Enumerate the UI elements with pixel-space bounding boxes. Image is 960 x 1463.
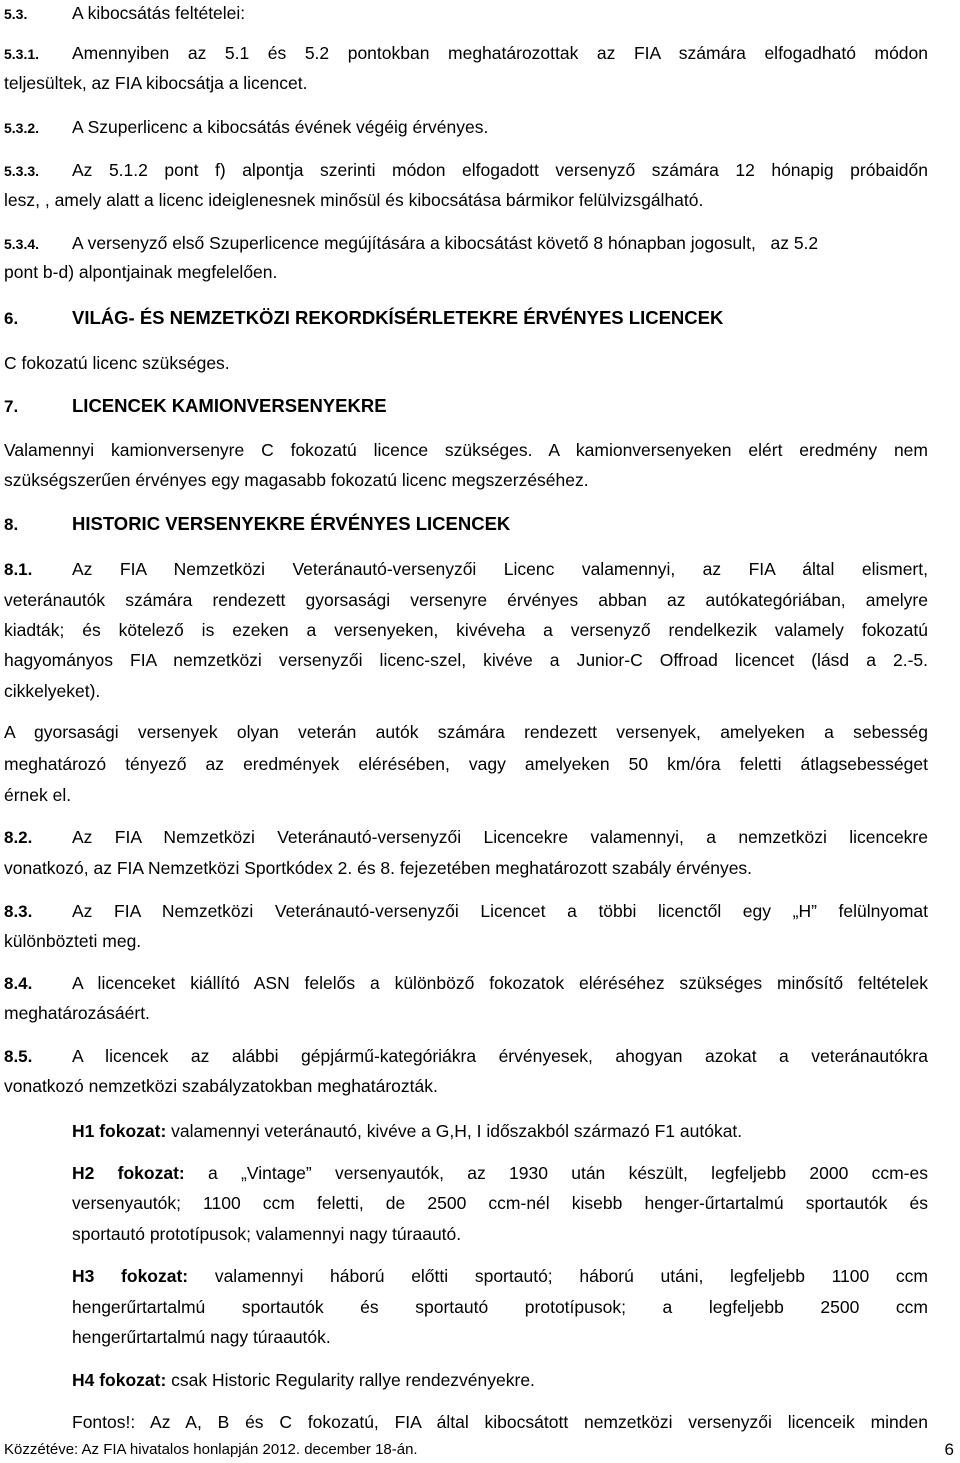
grade-h1-label: H1 fokozat: [72,1121,167,1141]
section-7-heading: 7. LICENCEK KAMIONVERSENYEKRE [4,395,387,416]
section-8-1-line1: 8.1. Az FIA Nemzetközi Veteránautó-versenyzői Licenc valamennyi, az FIA által elismert, [4,559,928,579]
section-8-3-line1: 8.3. Az FIA Nemzetközi Veteránautó-versenyzői Licencet a többi licenctől egy „H” felülnyomat [4,901,928,921]
section-7-line1: Valamennyi kamionversenyre C fokozatú licence szükséges. A kamionversenyeken elért eredmény nem [4,440,928,460]
section-8-4-line2: meghatározásáért. [4,1003,150,1023]
page-number: 6 [944,1440,954,1459]
grade-h2-label: H2 fokozat: [72,1163,185,1183]
section-5-3-4-line2: pont b-d) alpontjainak megfelelően. [4,262,278,282]
grade-h4: H4 fokozat: csak Historic Regularity rallye rendezvényekre. [72,1370,535,1390]
section-6-text: C fokozatú licenc szükséges. [4,353,230,373]
section-8-heading: 8. HISTORIC VERSENYEKRE ÉRVÉNYES LICENCEK [4,513,511,534]
grade-h3-line2: hengerűrtartalmú sportautók és sportautó prototípusok; a legfeljebb 2500 ccm [72,1297,928,1317]
grade-h2-line1: H2 fokozat: a „Vintage” versenyautók, az 1930 után készült, legfeljebb 2000 ccm-es [72,1163,928,1183]
grade-h3-label: H3 fokozat: [72,1266,189,1286]
speed-races-line3: érnek el. [4,785,72,805]
grade-h2-line3: sportautó prototípusok; valamennyi nagy túraautó. [72,1224,462,1244]
section-5-3-4-line1: 5.3.4. A versenyző első Szuperlicence megújítására a kibocsátást követő 8 hónapban jogosult, az 5.2 [4,233,819,253]
section-8-1-line4: hagyományos FIA nemzetközi versenyzői licenc-szel, kivéve a Junior-C Offroad licencet (lásd a 2.-5. [4,650,928,670]
grade-h2-line2: versenyautók; 1100 ccm feletti, de 2500 ccm-nél kisebb henger-űrtartalmú sportautók és [72,1193,928,1213]
section-5-3-3-line2: lesz, , amely alatt a licenc ideiglenesnek minősül és kibocsátása bármikor felülvizsgálható. [4,190,704,210]
grade-h3-line3: hengerűrtartalmú nagy túraautók. [72,1327,331,1347]
section-7-line2: szükségszerűen érvényes egy magasabb fokozatú licenc megszerzéséhez. [4,470,589,490]
footer-publication-note: Közzétéve: Az FIA hivatalos honlapján 2012. december 18-án. [4,1441,418,1458]
important-note: Fontos!: Az A, B és C fokozatú, FIA által kibocsátott nemzetközi versenyzői licenceik minden [72,1412,928,1432]
section-5-3-3-line1: 5.3.3. Az 5.1.2 pont f) alpontja szerinti módon elfogadott versenyző számára 12 hónapig próbaidőn [4,160,928,180]
section-8-2-line2: vonatkozó, az FIA Nemzetközi Sportkódex 2. és 8. fejezetében meghatározott szabály érvényes. [4,858,753,878]
speed-races-line1: A gyorsasági versenyek olyan veterán autók számára rendezett versenyek, amelyeken a sebesség [4,722,928,742]
section-8-5-line1: 8.5. A licencek az alábbi gépjármű-kategóriákra érvényesek, ahogyan azokat a veteránautókra [4,1046,928,1066]
grade-h3-line1: H3 fokozat: valamennyi háború előtti sportautó; háború utáni, legfeljebb 1100 ccm [72,1266,929,1286]
speed-races-line2: meghatározó tényező az eredmények elérésében, vagy amelyeken 50 km/óra feletti átlagsebességet [4,754,928,774]
page-footer [4,1440,954,1460]
section-8-4-line1: 8.4. A licenceket kiállító ASN felelős a különböző fokozatok eléréséhez szükséges minősítő feltételek [4,973,928,993]
section-5-3-2: 5.3.2. A Szuperlicenc a kibocsátás évének végéig érvényes. [4,117,489,137]
section-8-3-line2: különbözteti meg. [4,931,142,951]
section-8-1-line2: veteránautók számára rendezett gyorsasági versenyre érvényes abban az autókategóriában, amelyre [4,590,928,610]
section-8-5-line2: vonatkozó nemzetközi szabályzatokban meghatározták. [4,1076,438,1096]
section-8-1-line5: cikkelyeket). [4,681,101,701]
section-5-3-1-line1: 5.3.1. Amennyiben az 5.1 és 5.2 pontokban meghatározottak az FIA számára elfogadható módon [4,43,928,63]
section-8-1-line3: kiadták; és kötelező is ezeken a versenyeken, kivéveha a versenyző rendelkezik valamely fokozatú [4,620,928,640]
grade-h1: H1 fokozat: valamennyi veteránautó, kivéve a G,H, I időszakból származó F1 autókat. [72,1121,743,1141]
section-5-3-1-line2: teljesültek, az FIA kibocsátja a licencet. [4,73,308,93]
section-6-heading: 6. VILÁG- ÉS NEMZETKÖZI REKORDKÍSÉRLETEKRE ÉRVÉNYES LICENCEK [4,307,724,328]
section-5-3-heading: 5.3. A kibocsátás feltételei: [4,3,246,23]
section-8-2-line1: 8.2. Az FIA Nemzetközi Veteránautó-versenyzői Licencekre valamennyi, a nemzetközi licencekre [4,827,928,847]
grade-h4-label: H4 fokozat: [72,1370,167,1390]
